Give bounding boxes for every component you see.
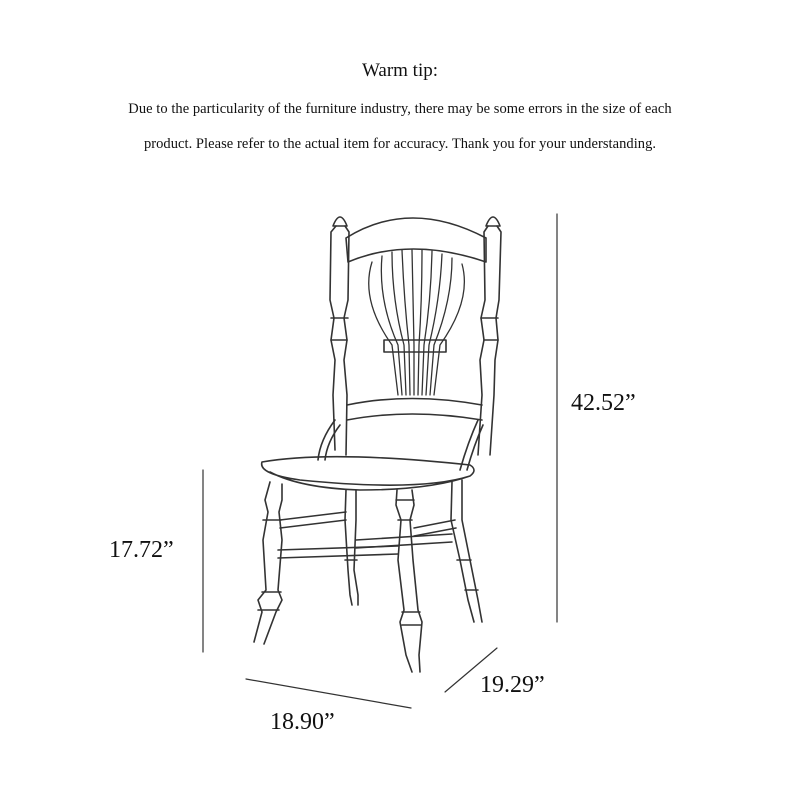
chair-front-right-leg <box>396 490 422 672</box>
chair-lower-back-rail <box>347 399 482 421</box>
height-dimension-label: 42.52” <box>571 390 636 416</box>
seat-height-dimension-label: 17.72” <box>109 537 174 563</box>
chair-back-right-leg <box>451 480 482 622</box>
chair-sketch-icon <box>254 217 501 672</box>
chair-crest-rail <box>346 218 486 262</box>
chair-left-brace <box>318 420 340 460</box>
width-dimension-line <box>246 679 411 708</box>
chair-wheat-spindles <box>369 250 465 395</box>
chair-back-stretcher <box>356 534 452 548</box>
warm-tip-text-line-1: Due to the particularity of the furniture industry, there may be some errors in the size of each <box>128 101 672 117</box>
chair-front-left-leg <box>254 482 282 644</box>
chair-spindle-band <box>384 340 446 352</box>
width-dimension-label: 18.90” <box>270 709 335 735</box>
depth-dimension-label: 19.29” <box>480 672 545 698</box>
chair-side-stretcher-left <box>280 512 346 528</box>
warm-tip-title: Warm tip: <box>361 60 439 81</box>
warm-tip-text-line-2: product. Please refer to the actual item for accuracy. Thank you for your understanding. <box>143 136 657 152</box>
chair-seat <box>262 457 474 490</box>
chair-front-stretcher <box>278 546 398 558</box>
